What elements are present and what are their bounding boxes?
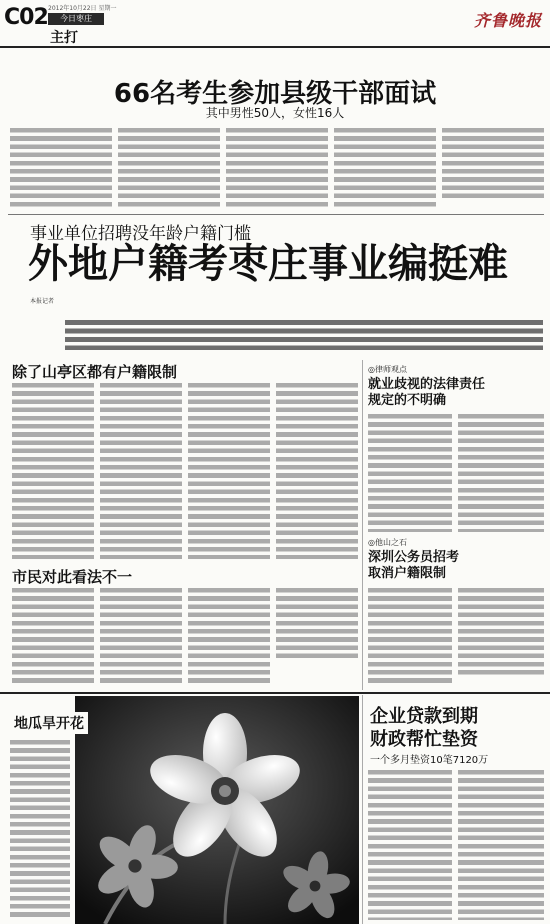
flower-photo-graphic [75, 696, 359, 924]
story2-intro [65, 320, 543, 350]
story3-headline-line1: 企业贷款到期 [370, 706, 478, 727]
masthead-divider [0, 46, 550, 48]
column-divider [362, 695, 363, 924]
flower-photo [75, 696, 359, 924]
story2-body-column [276, 588, 358, 658]
photo-caption-text [10, 740, 70, 918]
story2-kicker: 事业单位招聘没年龄户籍门槛 [30, 224, 251, 244]
newspaper-logo: 齐鲁晚报 [473, 11, 542, 30]
section-tag: 今日枣庄 [48, 13, 104, 25]
story2-body-column [188, 383, 270, 559]
story2-body-column [12, 588, 94, 686]
story1-body-column [334, 128, 436, 210]
section-title: 主打 [50, 30, 78, 46]
sidebar1-body-column [458, 414, 544, 532]
section-divider [0, 692, 550, 694]
story3-body-column [368, 770, 452, 920]
story1-headline: 66名考生参加县级干部面试 [113, 79, 437, 109]
sidebar2-body-column [368, 588, 452, 686]
story2-byline: 本报记者 [30, 298, 55, 305]
story2-subheading-2: 市民对此看法不一 [12, 568, 133, 586]
story1-body-column [10, 128, 112, 210]
sidebar1-body-column [368, 414, 452, 532]
story2-body-column [276, 383, 358, 559]
story1-body-column [442, 128, 544, 202]
story1-divider [8, 214, 544, 215]
story2-body-column [100, 383, 182, 559]
photo-title: 地瓜旱开花 [10, 712, 88, 734]
sidebar2-tag: ◎他山之石 [368, 538, 407, 547]
sidebar1-headline: 就业歧视的法律责任规定的不明确 [368, 377, 486, 408]
story1-subhead: 其中男性50人，女性16人 [205, 106, 345, 120]
story3-subhead: 一个多月垫资10笔7120万 [370, 755, 489, 766]
story2-body-column [12, 383, 94, 559]
column-divider [362, 360, 363, 690]
sidebar2-headline: 深圳公务员招考取消户籍限制 [368, 550, 460, 581]
issue-date: 2012年10月22日 星期一 [48, 5, 117, 12]
story3-body-column [458, 770, 544, 920]
story2-subheading-1: 除了山亭区都有户籍限制 [12, 363, 178, 381]
story1-body-column [118, 128, 220, 210]
story2-headline: 外地户籍考枣庄事业编挺难 [28, 241, 508, 287]
sidebar2-body-column [458, 588, 544, 678]
story2-body-column [188, 588, 270, 686]
story3-headline-line2: 财政帮忙垫资 [370, 729, 478, 750]
page-number: C02 [4, 5, 48, 30]
story1-body-column [226, 128, 328, 210]
story2-body-column [100, 588, 182, 686]
sidebar1-tag: ◎律师观点 [368, 365, 407, 374]
